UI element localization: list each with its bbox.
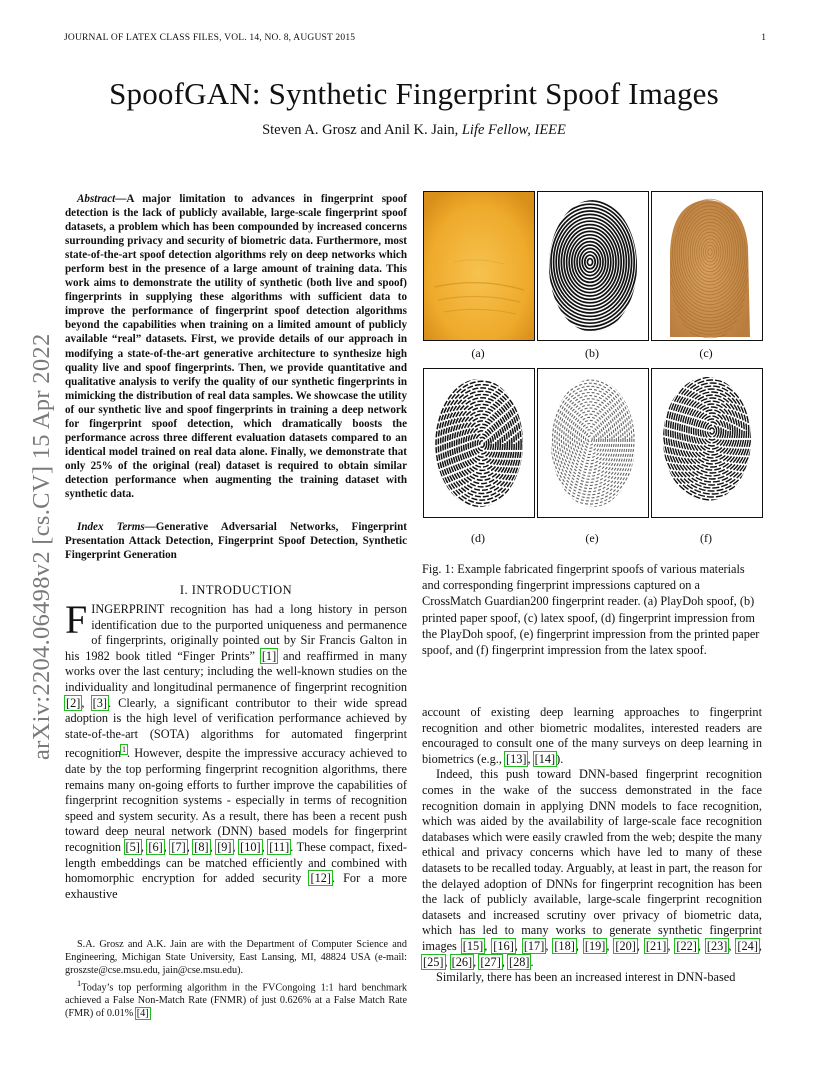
intro-text: and reaffirmed in many works over the last century; including the well-known studies on the individuality and longitudinal permanence of fingerprint recognition xyxy=(65,648,407,694)
figure-image-a xyxy=(423,191,535,341)
page-number: 1 xyxy=(761,33,766,43)
body-text: ). xyxy=(556,751,564,766)
intro-text: , xyxy=(186,840,194,854)
intro-text: . However, despite the impressive accuracy achieved to date by the top performing fingerprint recognition algorithms, there remains many on-going efforts to further improve the capabilities of fingerprint recognition systems - especially in terms of recognition speed and system security. As a result, there has been a recent push toward deep neural network (DNN) based models for fingerprint recognition xyxy=(65,746,407,854)
citation-link[interactable]: [4] xyxy=(136,1008,149,1020)
paragraph: Similarly, there has been an increased interest in DNN-based xyxy=(436,970,736,985)
figure-image-b xyxy=(537,191,649,341)
fingerprint-ridges xyxy=(538,369,643,513)
intro-first-word: INGERPRINT xyxy=(91,602,165,616)
intro-text: , xyxy=(140,840,148,854)
intro-text: . Clearly, a significant contributor to their wide spread adoption is the high level of verification performance achieved by state-of-the-art (SOTA) algorithms for automated fingerprint recognition xyxy=(65,695,407,761)
body-text: Indeed, this push toward DNN-based fingerprint recognition comes in the wake of the success demonstrated in the face recognition domain in applying DNN models to face recognition, which was aided by the availability of large-scale face recognition databases which were easily crawled from the web; despite the many ethical and privacy concerns which have led to many of these datasets to be recalled today. Arguably, at least in part, the reason for the delayed adoption of DNNs for fingerprint recognition has been the lack of publicly available, large-scale fingerprint recognition datasets and increased scrutiny over privacy of biometric data, which has led to many works to generate synthetic fingerprint images xyxy=(422,767,762,953)
citation-separator: , xyxy=(514,938,523,953)
citation-link[interactable]: [20] xyxy=(615,938,636,953)
citation-link[interactable]: [2] xyxy=(66,695,81,710)
citation-separator: , xyxy=(758,938,762,953)
citation-separator: , xyxy=(545,938,554,953)
citation-link[interactable]: [27] xyxy=(480,954,501,969)
citation-link[interactable]: [21] xyxy=(645,938,667,953)
citation-link[interactable]: [1] xyxy=(261,648,277,663)
author-honor: Life Fellow, IEEE xyxy=(461,122,566,138)
citation-link[interactable]: [10] xyxy=(240,840,261,854)
intro-text: , xyxy=(209,840,217,854)
fingerprint-ridges xyxy=(431,371,532,516)
index-terms-lead: Index Terms xyxy=(77,521,145,533)
paper-title: SpoofGAN: Synthetic Fingerprint Spoof Images xyxy=(109,76,719,111)
citation-separator: , xyxy=(728,938,737,953)
footnote-text: Today’s top performing algorithm in the FVCongoing 1:1 hard benchmark achieved a False Non-Match Rate (FNMR) of just 0.626% at a False Match Rate (FMR) of 0.01% xyxy=(65,982,407,1020)
citation-link[interactable]: [3] xyxy=(92,695,107,710)
citation-link[interactable]: [9] xyxy=(217,840,232,854)
citation-link[interactable]: [8] xyxy=(194,840,209,854)
figure-label-f: (f) xyxy=(700,531,712,545)
citation-link[interactable]: [28] xyxy=(508,954,530,969)
intro-text: . For a more exhaustive xyxy=(65,871,408,901)
footnote-mark: 1 xyxy=(77,978,82,988)
citation-separator: , xyxy=(444,954,451,969)
intro-paragraph xyxy=(65,597,408,902)
intro-text: , xyxy=(81,695,92,710)
authors xyxy=(0,122,828,139)
citation-link[interactable]: [12] xyxy=(310,871,331,886)
citation-separator: , xyxy=(697,938,706,953)
figure-image-e xyxy=(537,368,649,518)
figure-image-c xyxy=(651,191,763,341)
citation-link[interactable]: [11] xyxy=(269,840,290,854)
drop-cap: F xyxy=(65,597,88,642)
citation-link[interactable]: [23] xyxy=(706,938,728,953)
footnotes xyxy=(65,938,407,1020)
intro-text: recognition has had a long history in person identification due to the purported uniqueness and permanence of fingerprints, originally pointed out by Sir Francis Galton in his 1982 book titled “Finger Prints” xyxy=(65,602,407,663)
citation-separator: , xyxy=(501,954,508,969)
citation-separator: , xyxy=(575,938,584,953)
body-text: , xyxy=(527,751,534,766)
figure-label-b: (b) xyxy=(585,346,599,360)
figure-image-d xyxy=(423,368,535,518)
footnote-1 xyxy=(65,977,407,1020)
citation-link[interactable]: [15] xyxy=(462,938,484,953)
figure-label-c: (c) xyxy=(699,346,713,360)
figure-1 xyxy=(422,188,764,550)
citation-separator: , xyxy=(473,954,480,969)
intro-text: . These compact, fixed-length embeddings can be matched efficiently and combined with homomorphic encryption for added security xyxy=(65,840,408,886)
fingerprint-ridges xyxy=(538,192,647,337)
citation-link[interactable]: [5] xyxy=(125,840,140,854)
citation-link[interactable]: [24] xyxy=(737,938,758,953)
body-text: account of existing deep learning approaches to fingerprint recognition and other biometric modalites, interested readers are encouraged to consult one of the many surveys on deep learning in biometrics (e.g., xyxy=(422,705,762,766)
citation-link[interactable]: [17] xyxy=(523,938,545,953)
index-terms-text: —Generative Adversarial Networks, Fingerprint Presentation Attack Detection, Fingerprint Spoof Detection, Synthetic Fingerprint Generation xyxy=(65,521,407,562)
citation-link[interactable]: [25] xyxy=(423,954,444,969)
figure-caption: Fig. 1: Example fabricated fingerprint spoofs of various materials and corresponding fingerprint impressions captured on a CrossMatch Guardian200 fingerprint reader. (a) PlayDoh spoof, (b) printed paper spoof, (c) latex spoof, (d) fingerprint impression from the PlayDoh spoof, (e) fingerprint impression from the printed paper spoof, and (f) fingerprint impression from the latex spoof. xyxy=(422,562,760,658)
paragraph xyxy=(422,705,762,767)
arxiv-stamp: arXiv:2204.06498v2 [cs.CV] 15 Apr 2022 xyxy=(28,333,55,760)
figure-image-f xyxy=(651,368,763,518)
citation-link[interactable]: [16] xyxy=(493,938,514,953)
citation-link[interactable]: [6] xyxy=(148,840,163,854)
fingerprint-ridges xyxy=(657,369,762,503)
footnote-link[interactable]: 1 xyxy=(122,745,127,755)
citation-link[interactable]: [26] xyxy=(451,954,473,969)
citation-link[interactable]: [14] xyxy=(534,751,556,766)
citation-link[interactable]: [7] xyxy=(171,840,186,854)
abstract-lead: Abstract xyxy=(77,193,116,205)
citation-separator: , xyxy=(606,938,615,953)
paragraph xyxy=(422,767,762,970)
citation-link[interactable]: [13] xyxy=(505,751,527,766)
right-column-text xyxy=(422,705,762,986)
citation-link[interactable]: [19] xyxy=(584,938,606,953)
intro-text: , xyxy=(261,840,269,854)
intro-text: , xyxy=(232,840,240,854)
figure-label-d: (d) xyxy=(471,531,485,545)
intro-text: , xyxy=(163,840,171,854)
citation-link[interactable]: [18] xyxy=(554,938,575,953)
citation-separator: , xyxy=(667,938,676,953)
citation-link[interactable]: [22] xyxy=(676,938,697,953)
abstract xyxy=(65,192,407,501)
body-text: . xyxy=(530,954,534,969)
figure-label-e: (e) xyxy=(585,531,599,545)
affiliation-footnote: S.A. Grosz and A.K. Jain are with the Department of Computer Science and Engineering, Michigan State University, East Lansing, MI, 48824 USA (e-mail: groszste@cse.msu.edu, jain@cse.msu.edu). xyxy=(65,939,407,976)
running-header: JOURNAL OF LATEX CLASS FILES, VOL. 14, NO. 8, AUGUST 2015 xyxy=(64,33,356,43)
citation-separator: , xyxy=(636,938,645,953)
citation-group xyxy=(422,939,762,969)
figure-label-a: (a) xyxy=(471,346,485,360)
index-terms xyxy=(65,520,407,562)
abstract-text: —A major limitation to advances in fingerprint spoof detection is the lack of publicly available, large-scale fingerprint spoof datasets, a problem which has been compounded by increased concerns surrounding privacy and security of biometric data. Furthermore, most state-of-the-art spoof detection algorithms rely on deep networks which perform best in the presence of a large amount of training data. This work aims to demonstrate the utility of synthetic (both live and spoof) fingerprints in supplying these algorithms with sufficient data to improve the performance of fingerprint spoof detection algorithms beyond the capabilities when training on a limited amount of publicly available “real” datasets. First, we provide details of our approach in modifying a state-of-the-art generative architecture to synthesize high quality live and spoof fingerprints. Then, we provide quantitative and qualitative analysis to verify the quality of our synthetic fingerprints in mimicking the distribution of real data samples. We showcase the utility of our synthetic live and spoof fingerprints in training a deep network for fingerprint spoof detection, which dramatically boosts the performance across three different evaluation datasets compared to an identical model trained on real data alone. Finally, we demonstrate that only 25% of the original (real) dataset is required to obtain similar detection performance when augmenting the training dataset with synthetic data. xyxy=(65,193,407,500)
section-heading: I. INTRODUCTION xyxy=(179,583,293,597)
citation-separator: , xyxy=(484,938,493,953)
author-names: Steven A. Grosz and Anil K. Jain, xyxy=(262,122,459,138)
